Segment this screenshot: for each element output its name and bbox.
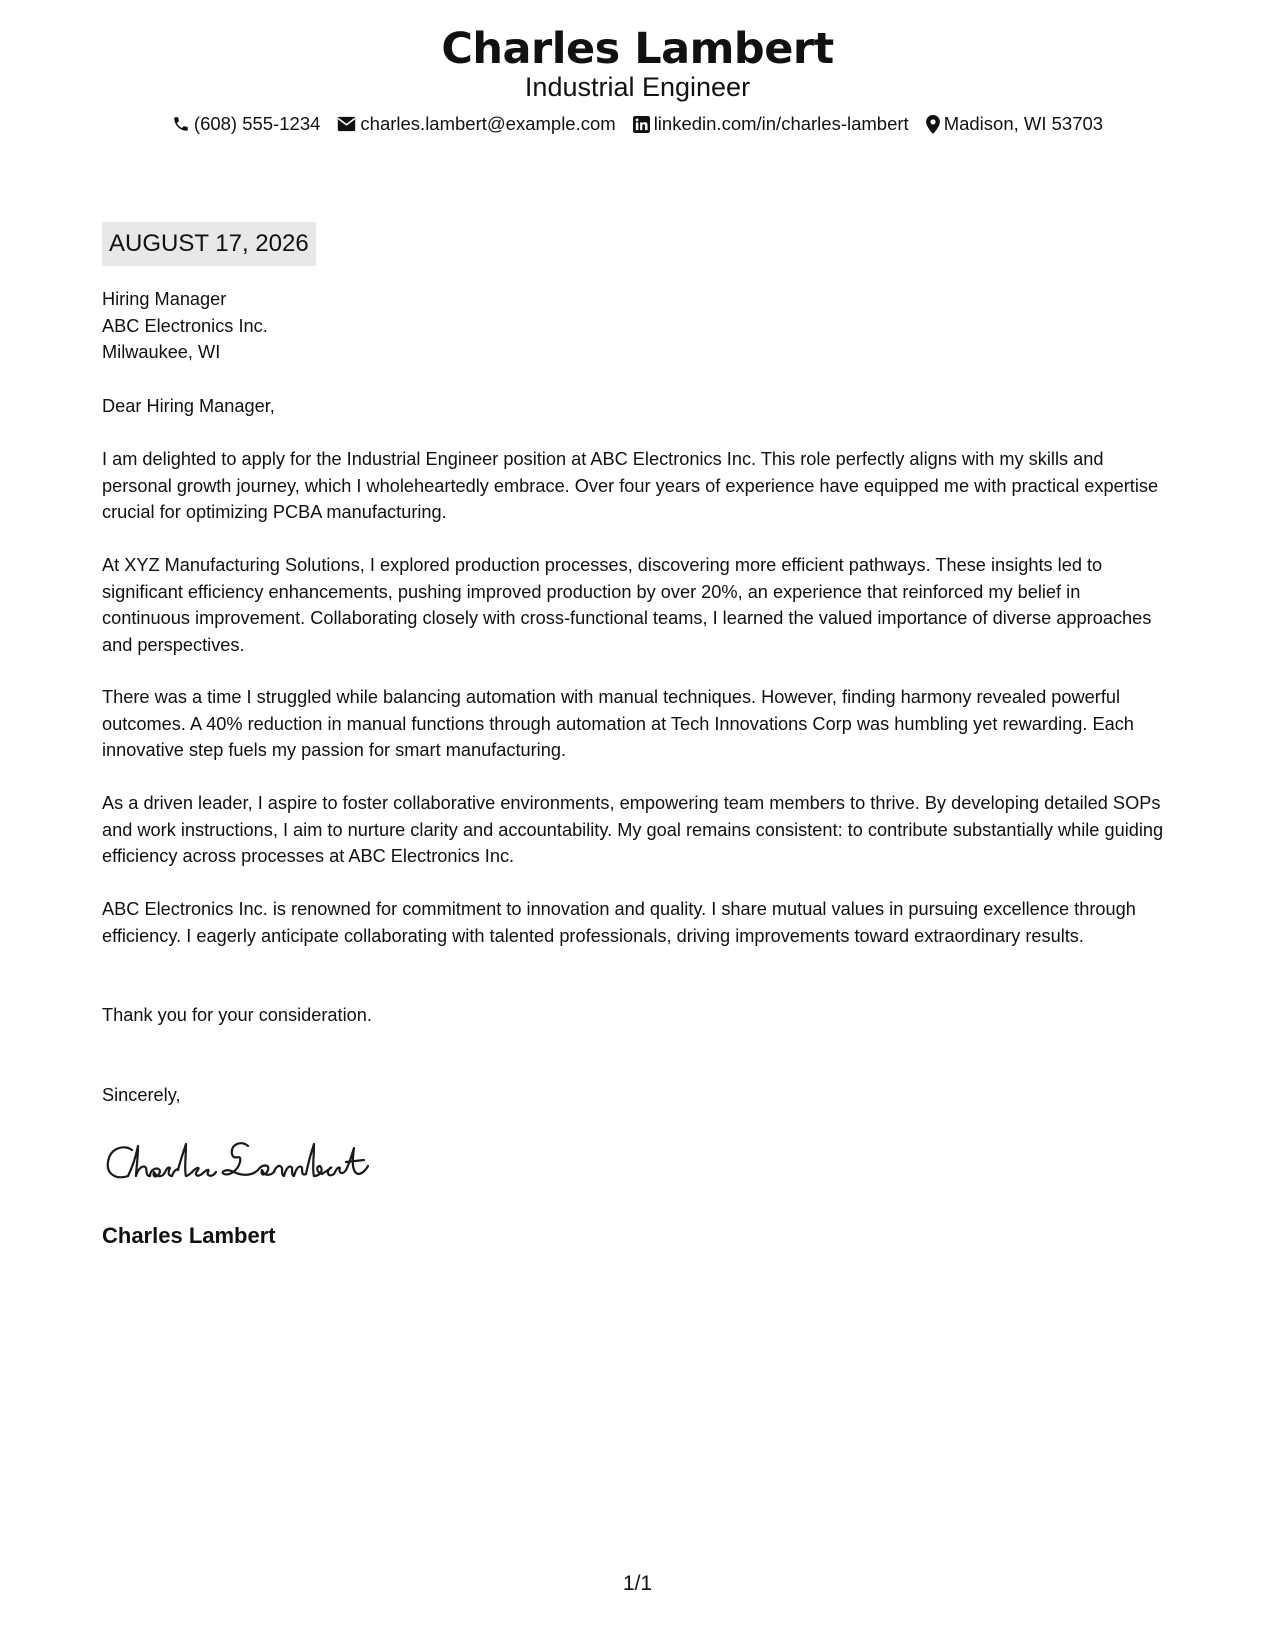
body-paragraph: I am delighted to apply for the Industrial Engineer position at ABC Electronics Inc. This role perfectly aligns with my skills and personal growth journey, which I wholeheartedly embrace. Over four years of experience have equipped me with practical expertise crucial for optimizing PCBA manufacturing. bbox=[102, 449, 1159, 522]
contact-linkedin-text: linkedin.com/in/charles-lambert bbox=[653, 113, 909, 134]
applicant-title: Industrial Engineer bbox=[524, 72, 751, 102]
body-paragraph: At XYZ Manufacturing Solutions, I explored production processes, discovering more efficient pathways. These insights led to significant efficiency enhancements, pushing improved production by over 20%, an experience that reinforced my belief in continuous improvement. Collaborating closely with cross-functional teams, I learned the valued importance of diverse approaches and perspectives. bbox=[102, 555, 1152, 655]
letter-date: AUGUST 17, 2026 bbox=[102, 222, 316, 266]
body-paragraph: There was a time I struggled while balancing automation with manual techniques. However, finding harmony revealed powerful outcomes. A 40% reduction in manual functions through automation at Tech Innovations Corp was humbling yet rewarding. Each innovative step fuels my passion for smart manufacturing. bbox=[102, 687, 1134, 760]
phone-icon bbox=[172, 115, 194, 133]
recipient-line: Hiring Manager bbox=[102, 289, 227, 309]
body-paragraph: ABC Electronics Inc. is renowned for commitment to innovation and quality. I share mutual values in pursuing excellence through efficiency. I eagerly anticipate collaborating with talented professionals, driving improvements toward extraordinary results. bbox=[102, 899, 1136, 946]
recipient-line: ABC Electronics Inc. bbox=[102, 315, 268, 336]
page-number: 1/1 bbox=[622, 1572, 653, 1595]
thanks-line: Thank you for your consideration. bbox=[102, 1005, 372, 1025]
contact-phone-text: (608) 555-1234 bbox=[193, 113, 321, 134]
envelope-icon bbox=[337, 116, 360, 132]
handwritten-signature bbox=[102, 1132, 372, 1192]
body-paragraph: As a driven leader, I aspire to foster collaborative environments, empowering team members to thrive. By developing detailed SOPs and work instructions, I aim to nurture clarity and accountability. My goal remains consistent: to contribute substantially while guiding efficiency across processes at ABC Electronics Inc. bbox=[102, 793, 1164, 866]
contact-email[interactable] bbox=[337, 111, 615, 137]
recipient-line: Milwaukee, WI bbox=[102, 342, 221, 362]
linkedin-icon bbox=[633, 116, 654, 133]
contact-location bbox=[926, 111, 1103, 137]
recipient-block bbox=[102, 286, 1167, 366]
contact-phone bbox=[172, 111, 321, 137]
contact-email-text: charles.lambert@example.com bbox=[360, 113, 616, 134]
applicant-name: Charles Lambert bbox=[441, 24, 834, 74]
contact-linkedin[interactable] bbox=[633, 111, 909, 137]
signed-name: Charles Lambert bbox=[102, 1223, 276, 1248]
map-pin-icon bbox=[926, 115, 944, 134]
contact-location-text: Madison, WI 53703 bbox=[943, 113, 1104, 134]
contact-bar bbox=[0, 111, 1275, 137]
salutation: Dear Hiring Manager, bbox=[102, 396, 275, 416]
closing-line: Sincerely, bbox=[102, 1085, 181, 1105]
